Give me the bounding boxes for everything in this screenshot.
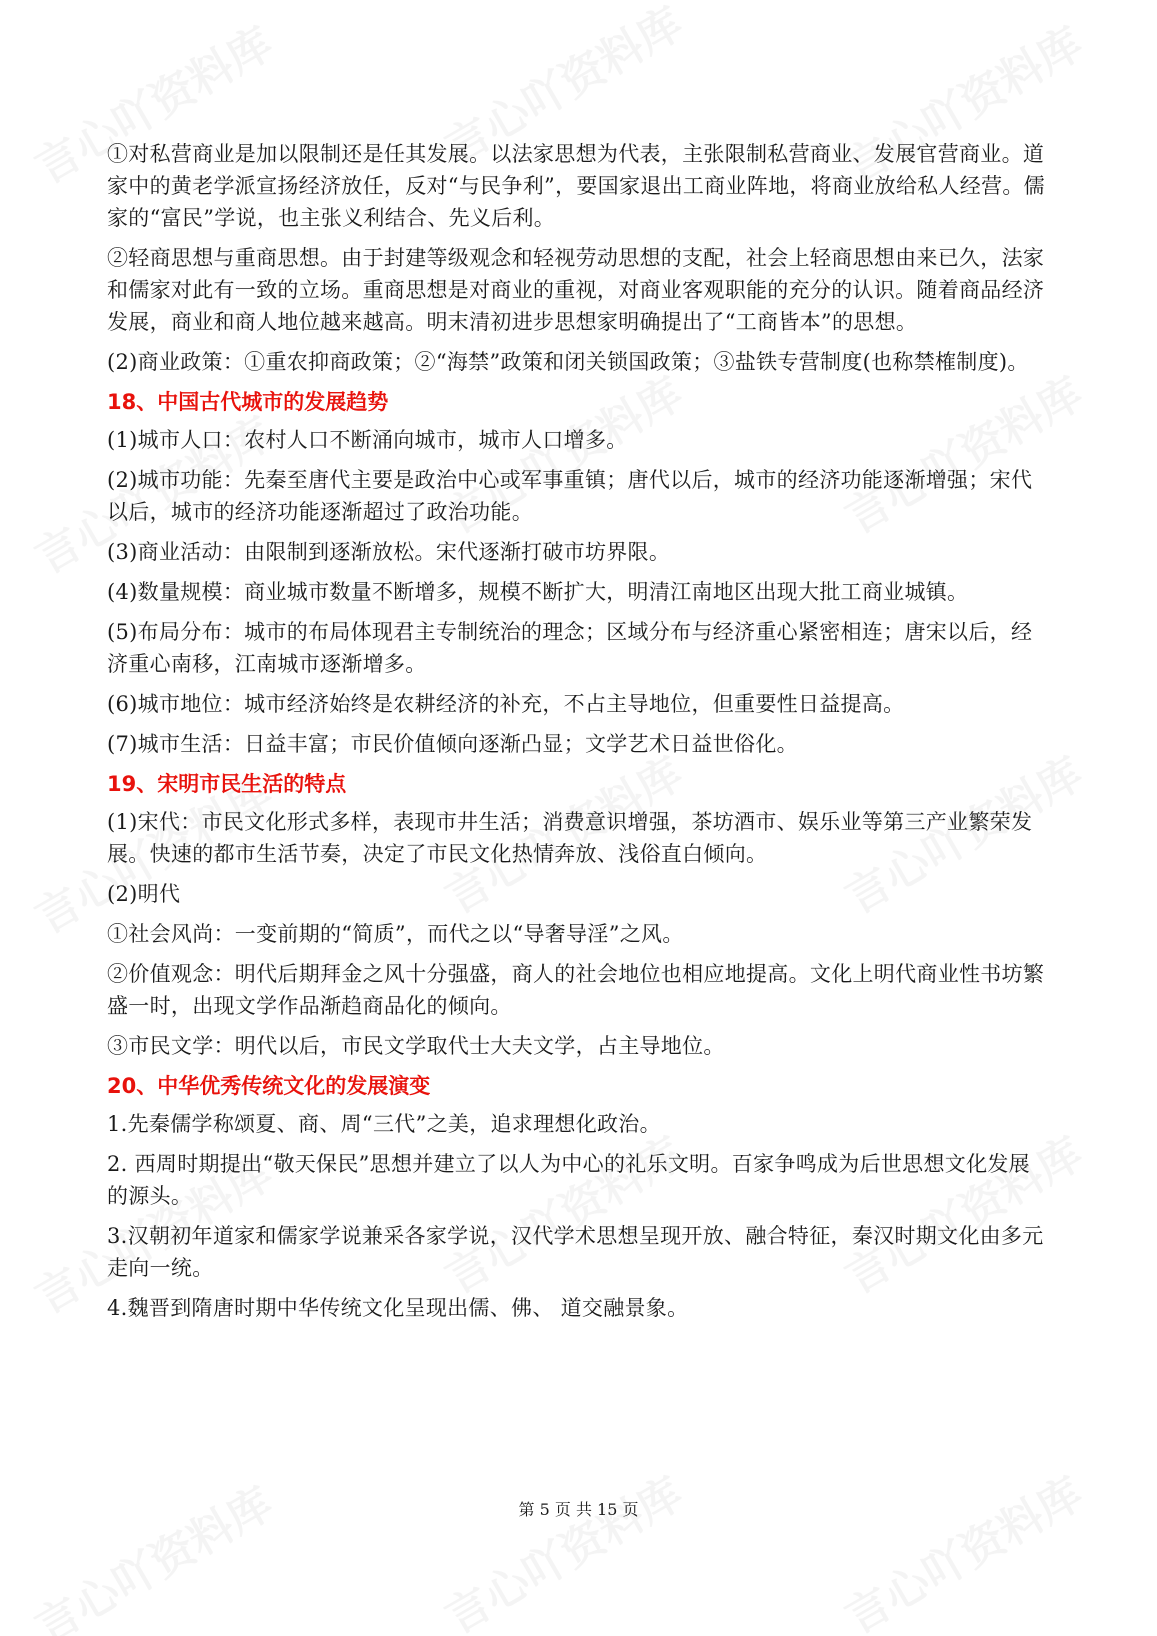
watermark xyxy=(432,1458,693,1636)
section-heading: 18、中国古代城市的发展趋势 xyxy=(107,390,389,414)
paragraph: ①社会风尚：一变前期的“简质”，而代之以“导奢导淫”之风。 xyxy=(107,922,684,946)
paragraph: (2)明代 xyxy=(107,882,181,906)
paragraph: (4)数量规模：商业城市数量不断增多，规模不断扩大，明清江南地区出现大批工商业城镇。 xyxy=(107,580,969,604)
paragraph: (5)布局分布：城市的布局体现君主专制统治的理念；区域分布与经济重心紧密相连；唐宋以后，经济重心南移，江南城市逐渐增多。 xyxy=(107,620,1033,676)
paragraph: (7)城市生活：日益丰富；市民价值倾向逐渐凸显；文学艺术日益世俗化。 xyxy=(107,732,798,756)
paragraph: 2. 西周时期提出“敬天保民”思想并建立了以人为中心的礼乐文明。百家争鸣成为后世思想文化发展的源头。 xyxy=(107,1152,1030,1208)
watermark xyxy=(22,1468,283,1636)
section-heading: 19、宋明市民生活的特点 xyxy=(107,772,347,796)
page-number-footer: 第 5 页 共 15 页 xyxy=(518,1500,639,1519)
paragraph: 4.魏晋到隋唐时期中华传统文化呈现出儒、佛、 道交融景象。 xyxy=(107,1296,689,1320)
section-heading: 20、中华优秀传统文化的发展演变 xyxy=(107,1074,431,1098)
paragraph: ②价值观念：明代后期拜金之风十分强盛，商人的社会地位也相应地提高。文化上明代商业性书坊繁盛一时，出现文学作品渐趋商品化的倾向。 xyxy=(107,962,1045,1018)
paragraph: ②轻商思想与重商思想。由于封建等级观念和轻视劳动思想的支配，社会上轻商思想由来已久，法家和儒家对此有一致的立场。重商思想是对商业的重视，对商业客观职能的充分的认识。随着商品经济发展，商业和商人地位越来越高。明末清初进步思想家明确提出了“工商皆本”的思想。 xyxy=(107,246,1045,334)
paragraph: (6)城市地位：城市经济始终是农耕经济的补充，不占主导地位，但重要性日益提高。 xyxy=(107,692,905,716)
paragraph: (3)商业活动：由限制到逐渐放松。宋代逐渐打破市坊界限。 xyxy=(107,540,671,564)
paragraph: 3.汉朝初年道家和儒家学说兼采各家学说，汉代学术思想呈现开放、融合特征，秦汉时期文化由多元走向一统。 xyxy=(107,1224,1044,1280)
paragraph: (2)商业政策：①重农抑商政策；②“海禁”政策和闭关锁国政策；③盐铁专营制度(也称禁榷制度)。 xyxy=(107,350,1029,374)
paragraph: ③市民文学：明代以后，市民文学取代士大夫文学，占主导地位。 xyxy=(107,1034,725,1058)
watermark xyxy=(832,1458,1093,1636)
document-body xyxy=(107,138,1051,1332)
paragraph: 1.先秦儒学称颂夏、商、周“三代”之美，追求理想化政治。 xyxy=(107,1112,661,1136)
paragraph: ①对私营商业是加以限制还是任其发展。以法家思想为代表，主张限制私营商业、发展官营商业。道家中的黄老学派宣扬经济放任，反对“与民争利”，要国家退出工商业阵地，将商业放给私人经营。儒家的“富民”学说，也主张义利结合、先义后利。 xyxy=(107,142,1045,230)
paragraph: (1)城市人口：农村人口不断涌向城市，城市人口增多。 xyxy=(107,428,628,452)
paragraph: (1)宋代：市民文化形式多样，表现市井生活；消费意识增强，茶坊酒市、娱乐业等第三产业繁荣发展。快速的都市生活节奏，决定了市民文化热情奔放、浅俗直白倾向。 xyxy=(107,810,1033,866)
paragraph: (2)城市功能：先秦至唐代主要是政治中心或军事重镇；唐代以后，城市的经济功能逐渐增强；宋代以后，城市的经济功能逐渐超过了政治功能。 xyxy=(107,468,1033,524)
